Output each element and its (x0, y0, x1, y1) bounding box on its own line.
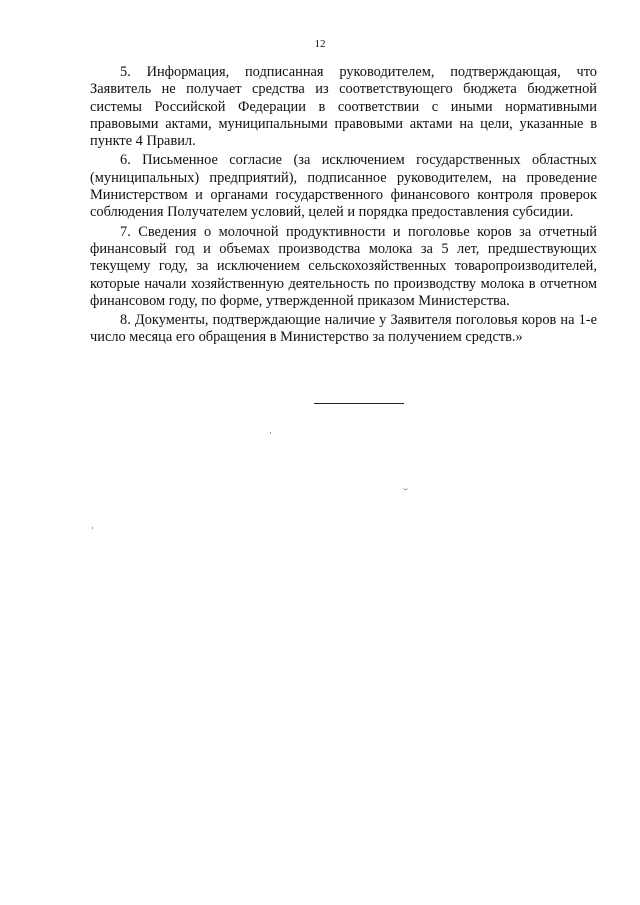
scan-speck (403, 487, 408, 490)
scan-speck (270, 432, 271, 434)
paragraph-item-6: 6. Письменное согласие (за исключением государственных областных (муниципальных) предприятий), подписанное руководителем, на проведение Министерством и органами государственного финансового контроля проверок соблюдения Получателем условий, целей и порядка предоставления субсидии. (90, 152, 597, 221)
closing-divider (314, 403, 404, 404)
paragraph-item-7: 7. Сведения о молочной продуктивности и поголовье коров за отчетный финансовый год и объемах производства молока за 5 лет, предшествующих текущему году, за исключением сельскохозяйственных товаропроизводителей, которые начали хозяйственную деятельность по производству молока в отчетном финансовом году, по форме, утвержденной приказом Министерства. (90, 223, 597, 309)
paragraph-item-8: 8. Документы, подтверждающие наличие у Заявителя поголовья коров на 1-е число месяца его обращения в Министерство за получением средств.» (90, 312, 597, 346)
document-body (90, 64, 597, 349)
scan-speck (92, 527, 93, 529)
page-number: 12 (314, 38, 326, 50)
paragraph-item-5: 5. Информация, подписанная руководителем, подтверждающая, что Заявитель не получает средства из соответствующего бюджета бюджетной системы Российской Федерации в соответствии с иными нормативными правовыми актами, муниципальными правовыми актами на цели, указанные в пункте 4 Правил. (90, 64, 597, 150)
